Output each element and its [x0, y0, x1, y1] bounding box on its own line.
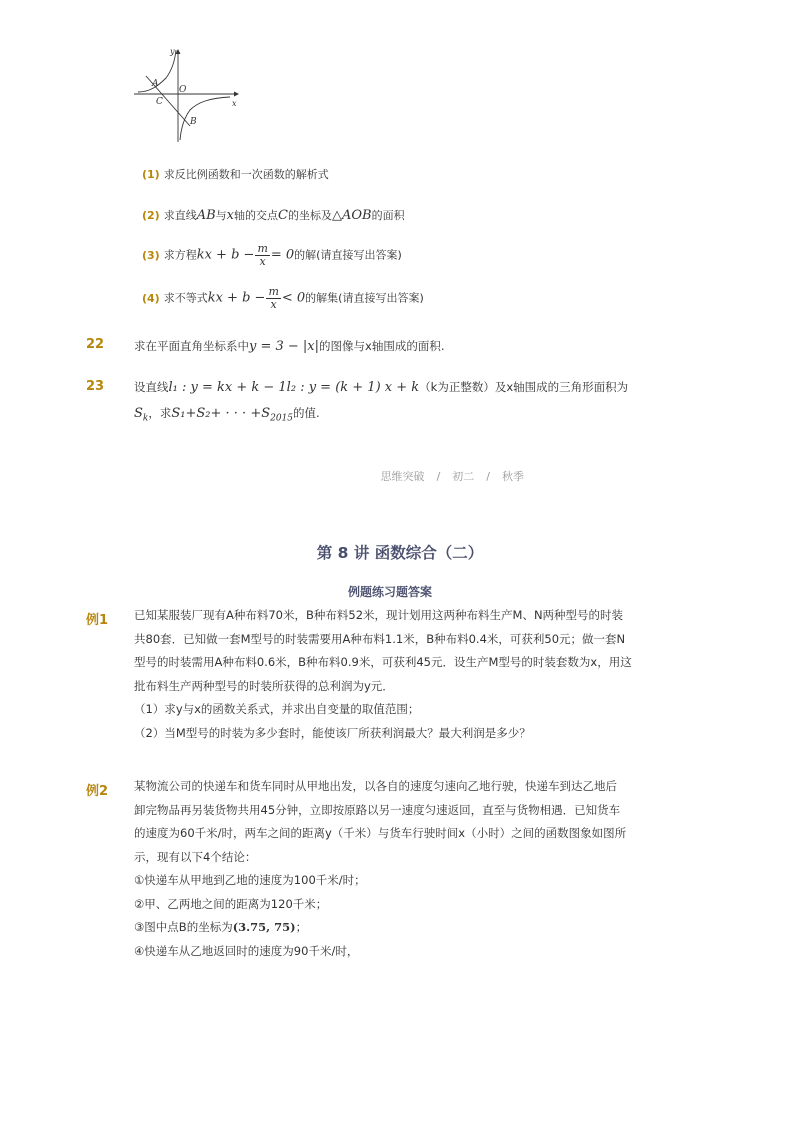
label-x: x — [232, 99, 237, 108]
math-expr: S — [134, 406, 143, 421]
math-expr: S₁+S₂+ · · · +S — [171, 406, 271, 421]
label-o: O — [179, 85, 187, 95]
paragraph-line: 已知某服装厂现有A种布料70米，B种布料52米，现计划用这两种布料生产M、N两种型号的时装 — [134, 608, 624, 622]
lecture-title: 第 8 讲 函数综合（二） — [316, 544, 484, 562]
q21-part-2 — [142, 207, 405, 223]
sub-question-2: （2）当M型号的时装为多少套时，能使该厂所获利润最大？最大利润是多少？ — [134, 725, 531, 740]
part-text: 的面积 — [371, 209, 405, 222]
footer-series: 思维突破 — [380, 470, 425, 483]
part-text: 的坐标及 — [287, 209, 332, 222]
part-text: 求不等式 — [163, 291, 208, 305]
math-triangle-aob: △AOB — [331, 208, 372, 223]
subscript: k — [142, 413, 149, 424]
sub-question-1: （1）求y与x的函数关系式，并求出自变量的取值范围； — [134, 702, 420, 716]
part-text: 与 — [215, 209, 227, 222]
fraction-m-over-x: $\frac{m}{x}$ — [268, 285, 279, 311]
hyperbola-lower-branch — [180, 97, 230, 140]
math-c: C — [278, 208, 288, 223]
function-graph-figure — [130, 46, 242, 146]
math-expr: < 0 — [281, 290, 306, 306]
conclusion-3 — [134, 916, 644, 940]
example-1-body — [134, 604, 644, 745]
part-number: (1) — [142, 168, 160, 181]
page-footer-breadcrumb — [0, 468, 530, 484]
footer-grade: 初二 — [452, 470, 475, 483]
question-number-22: 22 — [86, 337, 105, 352]
text: 的图像与x轴围成的面积. — [319, 339, 445, 353]
conclusion-4: ④快递车从乙地返回时的速度为90千米/时， — [134, 943, 359, 958]
math-ab: AB — [196, 208, 216, 223]
conclusion-1: ①快递车从甲地到乙地的速度为100千米/时； — [134, 873, 366, 887]
label-c: C — [156, 97, 163, 107]
text: 求在平面直角坐标系中 — [134, 339, 249, 353]
section-title: 例题练习题答案 — [347, 585, 432, 599]
text: ③图中点B的坐标为 — [134, 920, 233, 934]
label-y: y — [170, 47, 175, 56]
paragraph-line: 卸完物品再另装货物共用45分钟，立即按原路以另一速度匀速返回，直至与货物相遇．已知货车 — [134, 802, 621, 817]
footer-separator: / — [436, 470, 441, 483]
part-number: (2) — [142, 209, 160, 222]
example-2-body — [134, 775, 644, 963]
label-b: B — [190, 117, 197, 127]
x-axis-arrow — [234, 92, 239, 97]
part-text: 的解(请直接写出答案) — [294, 248, 402, 262]
text: ； — [295, 920, 308, 934]
fraction-m-over-x: $\frac{m}{x}$ — [257, 242, 268, 268]
footer-separator: / — [486, 470, 490, 483]
part-number: (3) — [142, 248, 160, 262]
label-a: A — [152, 79, 159, 89]
question-number-23: 23 — [86, 379, 105, 394]
math-x: x — [226, 208, 235, 223]
text: （k为正整数）及x轴围成的三角形面积为 — [419, 380, 629, 394]
text: 的值. — [293, 406, 320, 420]
math-expr: y = 3 − |x| — [249, 339, 320, 354]
math-expr: kx + b − — [196, 247, 255, 263]
part-text: 轴的交点 — [234, 209, 279, 222]
example-1-label: 例1 — [86, 613, 109, 628]
paragraph-line: 的速度为60千米/时，两车之间的距离y（千米）与货车行驶时间x（小时）之间的函数图象如图所 — [134, 826, 627, 840]
part-text: 求反比例函数和一次函数的解析式 — [163, 168, 329, 181]
q21-part-4 — [142, 286, 424, 311]
part-number: (4) — [142, 291, 160, 305]
paragraph-line: 示，现有以下4个结论： — [134, 849, 257, 864]
q21-part-3 — [142, 243, 402, 268]
paragraph-line: 批布料生产两种型号的时装所获得的总利润为y元． — [134, 678, 394, 693]
subscript: 2015 — [270, 413, 294, 424]
math-expr: = 0 — [270, 247, 295, 263]
paragraph-line: 型号的时装需用A种布料0.6米，B种布料0.9米，可获利45元．设生产M型号的时装套数为x，用这 — [134, 655, 632, 669]
text: ，求 — [148, 406, 172, 420]
part-text: 的解集(请直接写出答案) — [305, 291, 424, 305]
part-text: 求直线 — [163, 209, 197, 222]
question-22-text — [134, 338, 445, 354]
math-point-b: (3.75, 75) — [232, 920, 296, 934]
math-expr: l₁ : y = kx + k − 1l₂ : y = (k + 1) x + k — [168, 380, 420, 395]
part-text: 求方程 — [163, 248, 197, 262]
math-expr: kx + b − — [207, 290, 266, 306]
paragraph-line: 共80套．已知做一套M型号的时装需要用A种布料1.1米，B种布料0.4米，可获利50元；做一套N — [134, 631, 626, 646]
question-23-line-2 — [134, 405, 320, 423]
footer-term: 秋季 — [502, 470, 524, 483]
q21-part-1 — [142, 166, 329, 182]
paragraph-line: 某物流公司的快递车和货车同时从甲地出发，以各自的速度匀速向乙地行驶，快递车到达乙地后 — [134, 779, 617, 793]
question-23-line-1 — [134, 379, 628, 395]
conclusion-2: ②甲、乙两地之间的距离为120千米； — [134, 896, 328, 911]
text: 设直线 — [134, 380, 169, 394]
example-2-label: 例2 — [86, 784, 109, 799]
